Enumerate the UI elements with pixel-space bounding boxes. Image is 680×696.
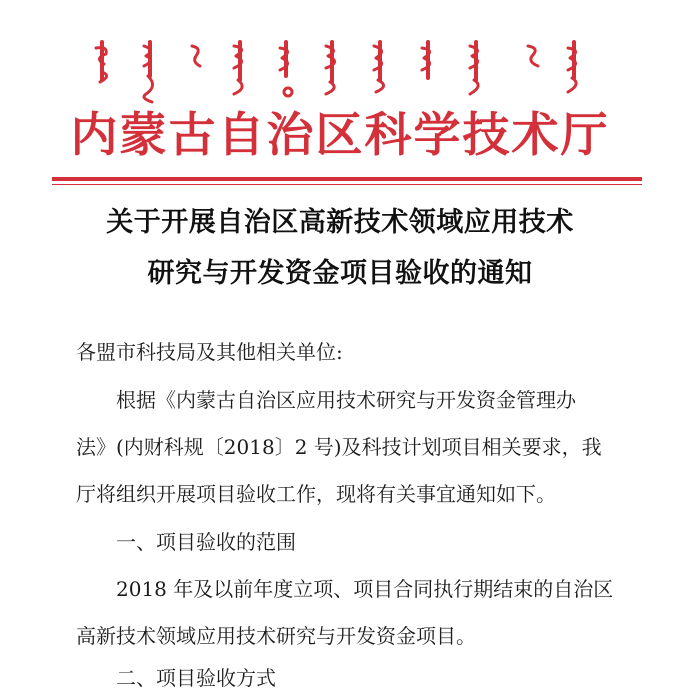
header-red-rule-thin — [52, 184, 642, 185]
paragraph-1-line-3: 厅将组织开展项目验收工作，现将有关事宜通知如下。 — [76, 482, 556, 506]
paragraph-2-line-1: 2018 年及以前年度立项、项目合同执行期结束的自治区 — [116, 577, 614, 601]
paragraph-1-line-1: 根据《内蒙古自治区应用技术研究与开发资金管理办 — [116, 388, 576, 412]
paragraph-1-line-2: 法》(内财科规〔2018〕2 号)及科技计划项目相关要求，我 — [76, 435, 602, 459]
section-2-heading: 二、项目验收方式 — [116, 666, 276, 690]
section-1-heading: 一、项目验收的范围 — [116, 530, 296, 554]
document-title-line-1: 关于开展自治区高新技术领域应用技术 — [106, 207, 574, 238]
document-title-line-2: 研究与开发资金项目验收的通知 — [147, 258, 533, 289]
mongolian-script-graphic — [88, 36, 608, 108]
paragraph-2-line-2: 高新技术领域应用技术研究与开发资金项目。 — [76, 624, 476, 648]
salutation: 各盟市科技局及其他相关单位: — [76, 340, 343, 364]
mongolian-script-header — [88, 36, 608, 108]
header-red-rule-thick — [52, 177, 642, 181]
issuing-organization-name: 内蒙古自治区科学技术厅 — [70, 108, 610, 163]
